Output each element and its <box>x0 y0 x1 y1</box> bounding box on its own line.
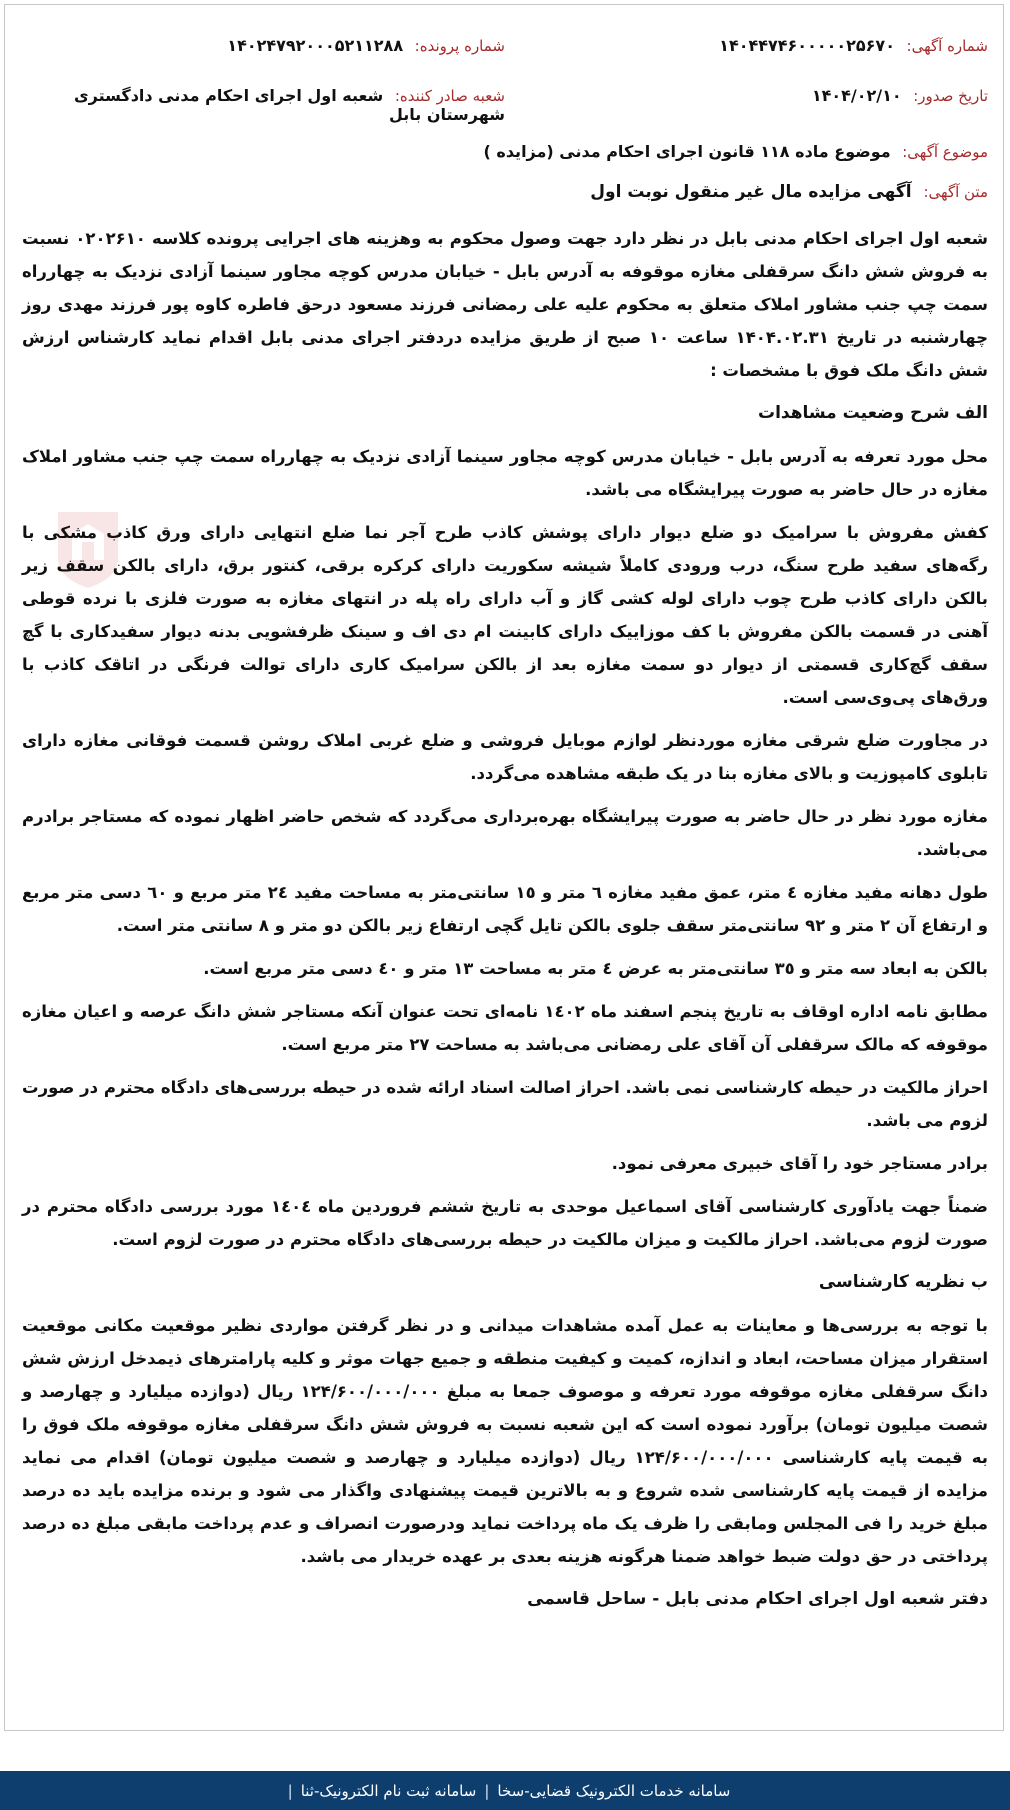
topic-value: موضوع ماده ۱۱۸ قانون اجرای احکام مدنی (مزایده ) <box>483 142 891 161</box>
issuing-branch-value: شعبه اول اجرای احکام مدنی دادگستری شهرستان بابل <box>73 86 505 124</box>
issuing-branch-label: شعبه صادر کننده: <box>394 87 505 105</box>
ad-text-title <box>22 182 988 222</box>
footer-separator: | <box>484 1781 490 1800</box>
footer-link-sana[interactable]: سامانه ثبت نام الکترونیک-ثنا <box>300 1781 477 1800</box>
ad-number-label: شماره آگهی: <box>906 37 988 55</box>
paragraph-endowment-letter: مطابق نامه اداره اوقاف به تاریخ پنجم اسفند ماه ١٤٠٢ نامه‌ای تحت عنوان آنکه مستاجر شش دانگ عرصه و اعیان مغازه موقوفه که مالک سرقفلی آن آقای علی رمضانی می‌باشد به مساحت ٢٧ متر مربع است. <box>22 1002 988 1054</box>
meta-row-numbers <box>22 36 988 86</box>
footer-link-sakha[interactable]: سامانه خدمات الکترونیک قضایی-سخا <box>497 1781 731 1800</box>
issue-date-label: تاریخ صدور: <box>913 87 988 105</box>
paragraph-ownership: احراز مالکیت در حیطه کارشناسی نمی باشد. احراز اصالت اسناد ارائه شده در حیطه بررسی‌های دادگاه محترم در صورت لزوم می باشد. <box>22 1078 988 1130</box>
issue-date-value: ۱۴۰۴/۰۲/۱۰ <box>811 86 902 105</box>
paragraph-balcony: بالکن به ابعاد سه متر و ٣٥ سانتی‌متر به عرض ٤ متر به مساحت ١٣ متر و ٤٠ دسی متر مربع است. <box>203 959 988 978</box>
paragraph-location: محل مورد تعرفه به آدرس بابل - خیابان مدرس کوچه مجاور سینما آزادی نزدیک به چهارراه سمت چپ جنب مشاور املاک مغازه در حال حاضر به صورت پیرایشگاه می باشد. <box>22 447 988 499</box>
case-number <box>22 36 505 55</box>
signature-line: دفتر شعبه اول اجرای احکام مدنی بابل - ساحل قاسمی <box>527 1589 988 1609</box>
case-number-label: شماره پرونده: <box>414 37 505 55</box>
paragraph-description: کفش مفروش با سرامیک دو ضلع دیوار دارای پوشش کاذب طرح آجر نما ضلع انتهایی دارای ورق کاذب مشکی با رگه‌های سفید طرح سنگ، درب ورودی کاملاً شیشه سکوریت دارای کرکره برقی، کنتور برق، دارای بالکن سقف زیر بالکن دارای کاذب طرح چوب دارای لوله کشی گاز و آب دارای راه پله در انتهای مغازه به صورت فلزی با نرده قوطی آهنی در قسمت بالکن مفروش با کف موزاییک دارای کابینت ام دی اف و سینک ظرفشویی بدنه دیوار سفیدکاری با گچ سقف گچ‌کاری قسمتی از دیوار دو سمت مغازه بعد از بالکن سرامیک کاری دارای توالت فرنگی در اتاقک کاذب با ورق‌های پی‌وی‌سی است. <box>22 523 988 707</box>
paragraph-neighbors: در مجاورت ضلع شرقی مغازه موردنظر لوازم موبایل فروشی و ضلع غربی املاک روشن قسمت فوقانی مغازه دارای تابلوی کامپوزیت و بالای مغازه بنا در یک طبقه مشاهده می‌گردد. <box>22 731 988 783</box>
footer-bar <box>0 1771 1010 1810</box>
section-heading-expert-opinion: ب نظریه کارشناسی <box>818 1272 988 1292</box>
paragraph-usage: مغازه مورد نظر در حال حاضر به صورت پیرایشگاه بهره‌برداری می‌گردد که شخص حاضر اظهار نموده که مستاجر برادرم می‌باشد. <box>22 807 988 859</box>
topic-label: موضوع آگهی: <box>902 143 988 161</box>
topic <box>22 142 988 182</box>
meta-row-issue <box>22 86 988 136</box>
ad-number-value: ۱۴۰۴۴۷۴۶۰۰۰۰۰۲۵۶۷۰ <box>719 36 895 55</box>
ad-text-label: متن آگهی: <box>923 183 988 201</box>
paragraph-expert-opinion: با توجه به بررسی‌ها و معاینات به عمل آمده مشاهدات میدانی و در نظر گرفتن مواردی نظیر موقعیت مکانی موقعیت استقرار میزان مساحت، ابعاد و اندازه، کمیت و کیفیت منطقه و جمیع جهات موثر و کلیه پارامترهای ذیمدخل ارزش شش دانگ سرقفلی مغازه موقوفه مورد تعرفه و موصوف جمعا به مبلغ ۱۲۴/۶۰۰/۰۰۰/۰۰۰ ریال (دوازده میلیارد و چهارصد و شصت میلیون تومان) برآورد نموده است که این شعبه نسبت به فروش شش دانگ سرقفلی مغازه موقوفه ملک فوق را به قیمت پایه کارشناسی ۱۲۴/۶۰۰/۰۰۰/۰۰۰ ریال (دوازده میلیارد و چهارصد و شصت میلیون تومان) اقدام می نماید مزایده از قیمت پایه کارشناسی شده شروع و به بالاترین قیمت پیشنهادی واگذار می شود و برنده مزایده باید ده درصد مبلغ خرید را فی المجلس ومابقی را ظرف یک ماه پرداخت نماید ودرصورت انصراف و عدم پرداخت مابقی مبلغ ده درصد پرداختی در حق دولت ضبط خواهد ضمنا هرگونه هزینه بعدی بر عهده خریدار می باشد. <box>22 1316 988 1566</box>
paragraph-reminder: ضمناً جهت یادآوری کارشناسی آقای اسماعیل موحدی به تاریخ ششم فروردین ماه ١٤٠٤ مورد بررسی دادگاه محترم در صورت لزوم می‌باشد. احراز مالکیت و میزان مالکیت در حیطه بررسی‌های دادگاه محترم در صورت لزوم است. <box>22 1197 988 1249</box>
paragraph-tenant-brother: برادر مستاجر خود را آقای خبیری معرفی نمود. <box>611 1154 988 1173</box>
paragraph-dimensions: طول دهانه مفید مغازه ٤ متر، عمق مفید مغازه ٦ متر و ١٥ سانتی‌متر به مساحت مفید ٢٤ متر مربع و ٦٠ دسی متر مربع و ارتفاع آن ٢ متر و ٩٢ سانتی‌متر سقف جلوی بالکن تایل گچی ارتفاع زیر بالکن دو متر و ٨ سانتی متر است. <box>22 883 988 935</box>
ad-number <box>505 36 988 55</box>
intro-paragraph: شعبه اول اجرای احکام مدنی بابل در نظر دارد جهت وصول محکوم به وهزینه های اجرایی پرونده کلاسه ۰۲۰۲۶۱۰ نسبت به فروش شش دانگ سرقفلی مغازه موقوفه به آدرس بابل - خیابان مدرس کوچه مجاور سینما آزادی نزدیک به چهارراه سمت چپ جنب مشاور املاک متعلق به محکوم علیه علی رمضانی فرزند مسعود درحق فاطره کاوه پور فرزند مهدی روز چهارشنبه در تاریخ ۱۴۰۴.۰۲.۳۱ ساعت ۱۰ صبح از طریق مزایده دردفتر اجرای مدنی بابل اقدام نماید کارشناس ارزش شش دانگ ملک فوق با مشخصات : <box>22 229 988 380</box>
section-heading-observations: الف شرح وضعیت مشاهدات <box>757 403 988 423</box>
footer-separator-end: | <box>287 1781 293 1800</box>
issuing-branch <box>22 86 505 124</box>
issue-date <box>505 86 988 105</box>
announcement <box>22 36 988 1626</box>
case-number-value: ۱۴۰۲۴۷۹۲۰۰۰۵۲۱۱۲۸۸ <box>227 36 404 55</box>
ad-text-value: آگهی مزایده مال غیر منقول نوبت اول <box>590 182 912 202</box>
